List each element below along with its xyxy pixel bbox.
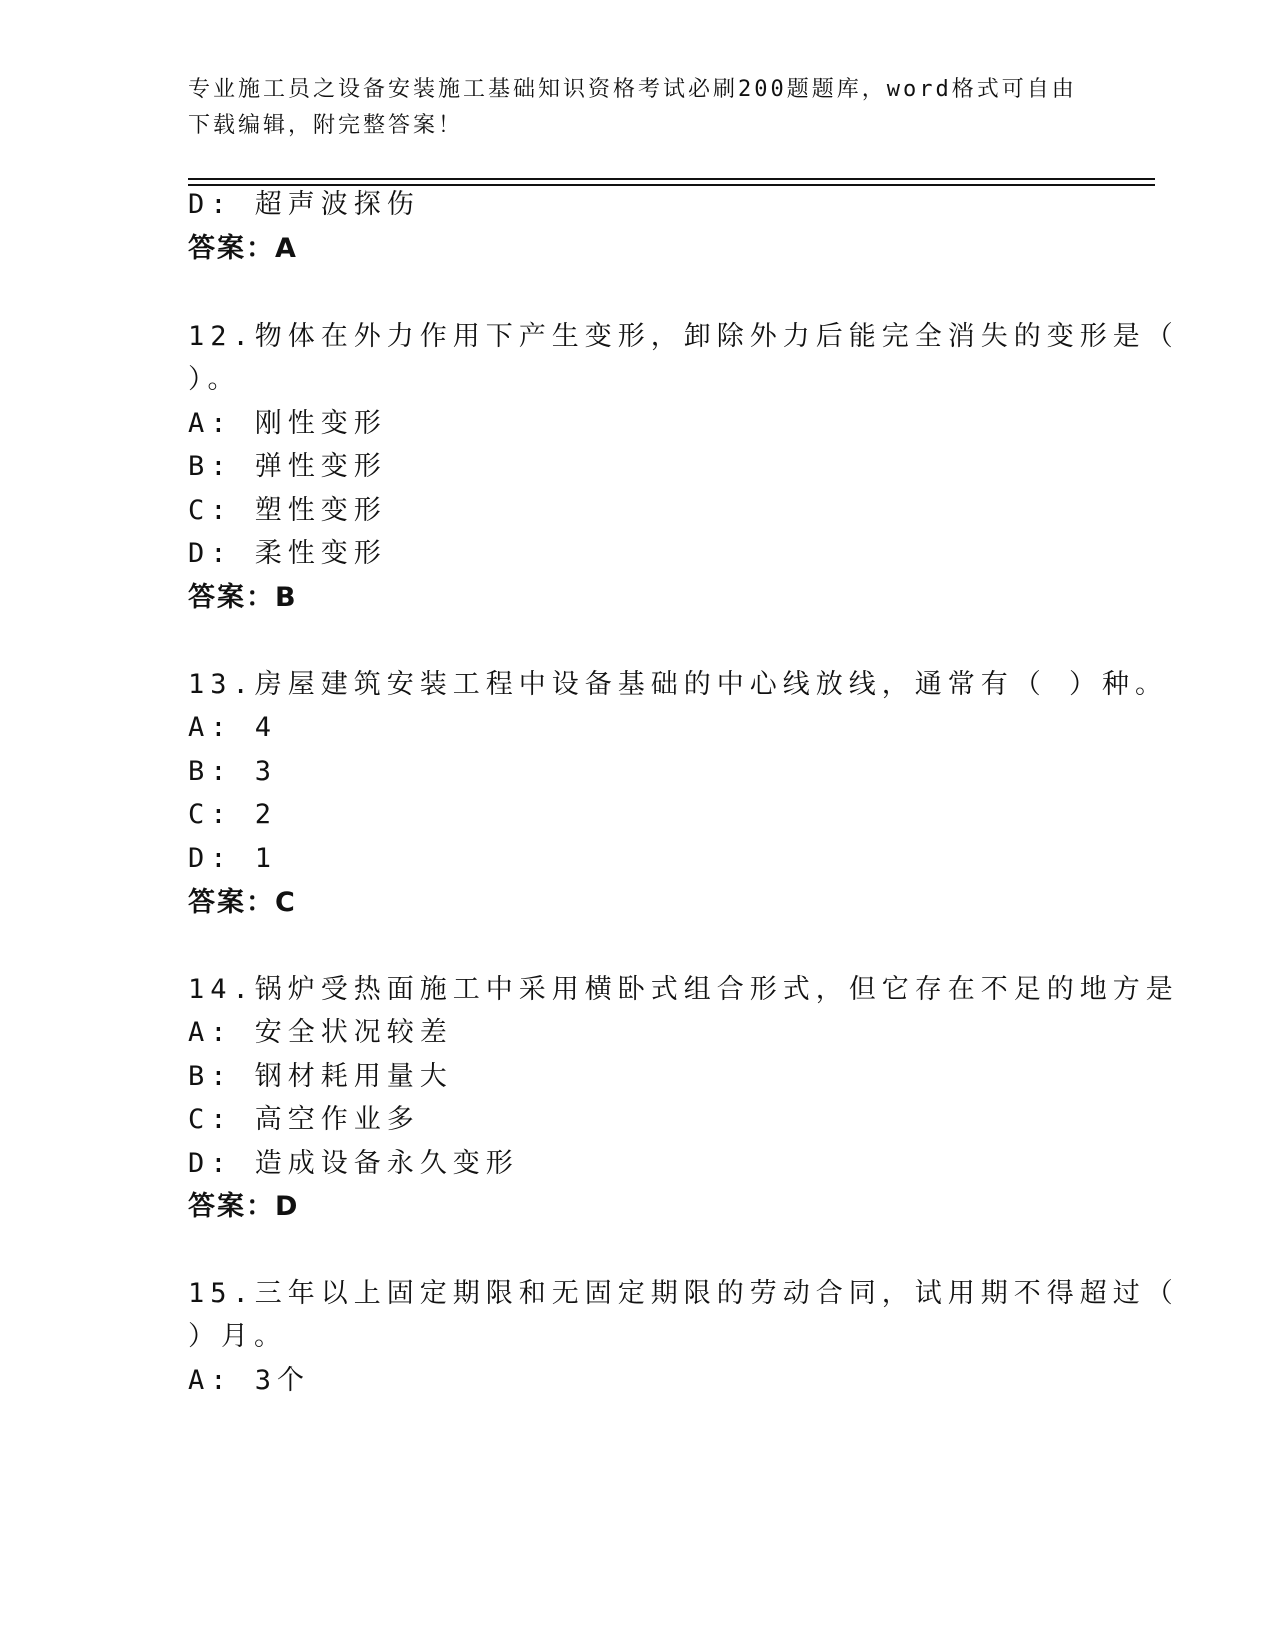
header-divider-top [188, 178, 1155, 180]
document-header-title: 专业施工员之设备安装施工基础知识资格考试必刷200题题库，word格式可自由下载编辑，附完整答案！ [188, 77, 1077, 138]
q12-answer: 答案：B [188, 582, 298, 613]
q14-option-d: D: 造成设备永久变形 [188, 1148, 519, 1179]
q14-question: 14.锅炉受热面施工中采用横卧式组合形式，但它存在不足的地方是 [188, 974, 1179, 1005]
q12-question-line1: 12.物体在外力作用下产生变形，卸除外力后能完全消失的变形是（ [188, 321, 1179, 352]
q12-option-a: A: 刚性变形 [188, 408, 387, 439]
q14-answer: 答案：D [188, 1191, 300, 1222]
q13-question: 13.房屋建筑安装工程中设备基础的中心线放线，通常有（ ）种。 [188, 669, 1169, 700]
q15-question-line2: ）月。 [188, 1321, 287, 1352]
q12-option-c: C: 塑性变形 [188, 495, 387, 526]
q11-answer: 答案：A [188, 233, 298, 264]
q13-option-d: D: 1 [188, 843, 278, 874]
q13-option-a: A: 4 [188, 712, 278, 743]
q11-option-d: D: 超声波探伤 [188, 189, 420, 220]
q12-option-b: B: 弹性变形 [188, 451, 387, 482]
q15-question-line1: 15.三年以上固定期限和无固定期限的劳动合同，试用期不得超过（ [188, 1278, 1179, 1309]
q14-option-b: B: 钢材耗用量大 [188, 1061, 453, 1092]
q13-answer: 答案：C [188, 887, 297, 918]
header-divider-bottom [188, 184, 1155, 186]
q15-option-a: A: 3个 [188, 1365, 311, 1396]
q14-option-a: A: 安全状况较差 [188, 1017, 453, 1048]
q12-option-d: D: 柔性变形 [188, 538, 387, 569]
q13-option-c: C: 2 [188, 799, 278, 830]
q14-option-c: C: 高空作业多 [188, 1104, 420, 1135]
q12-question-line2: ）。 [188, 364, 241, 395]
q13-option-b: B: 3 [188, 756, 278, 787]
